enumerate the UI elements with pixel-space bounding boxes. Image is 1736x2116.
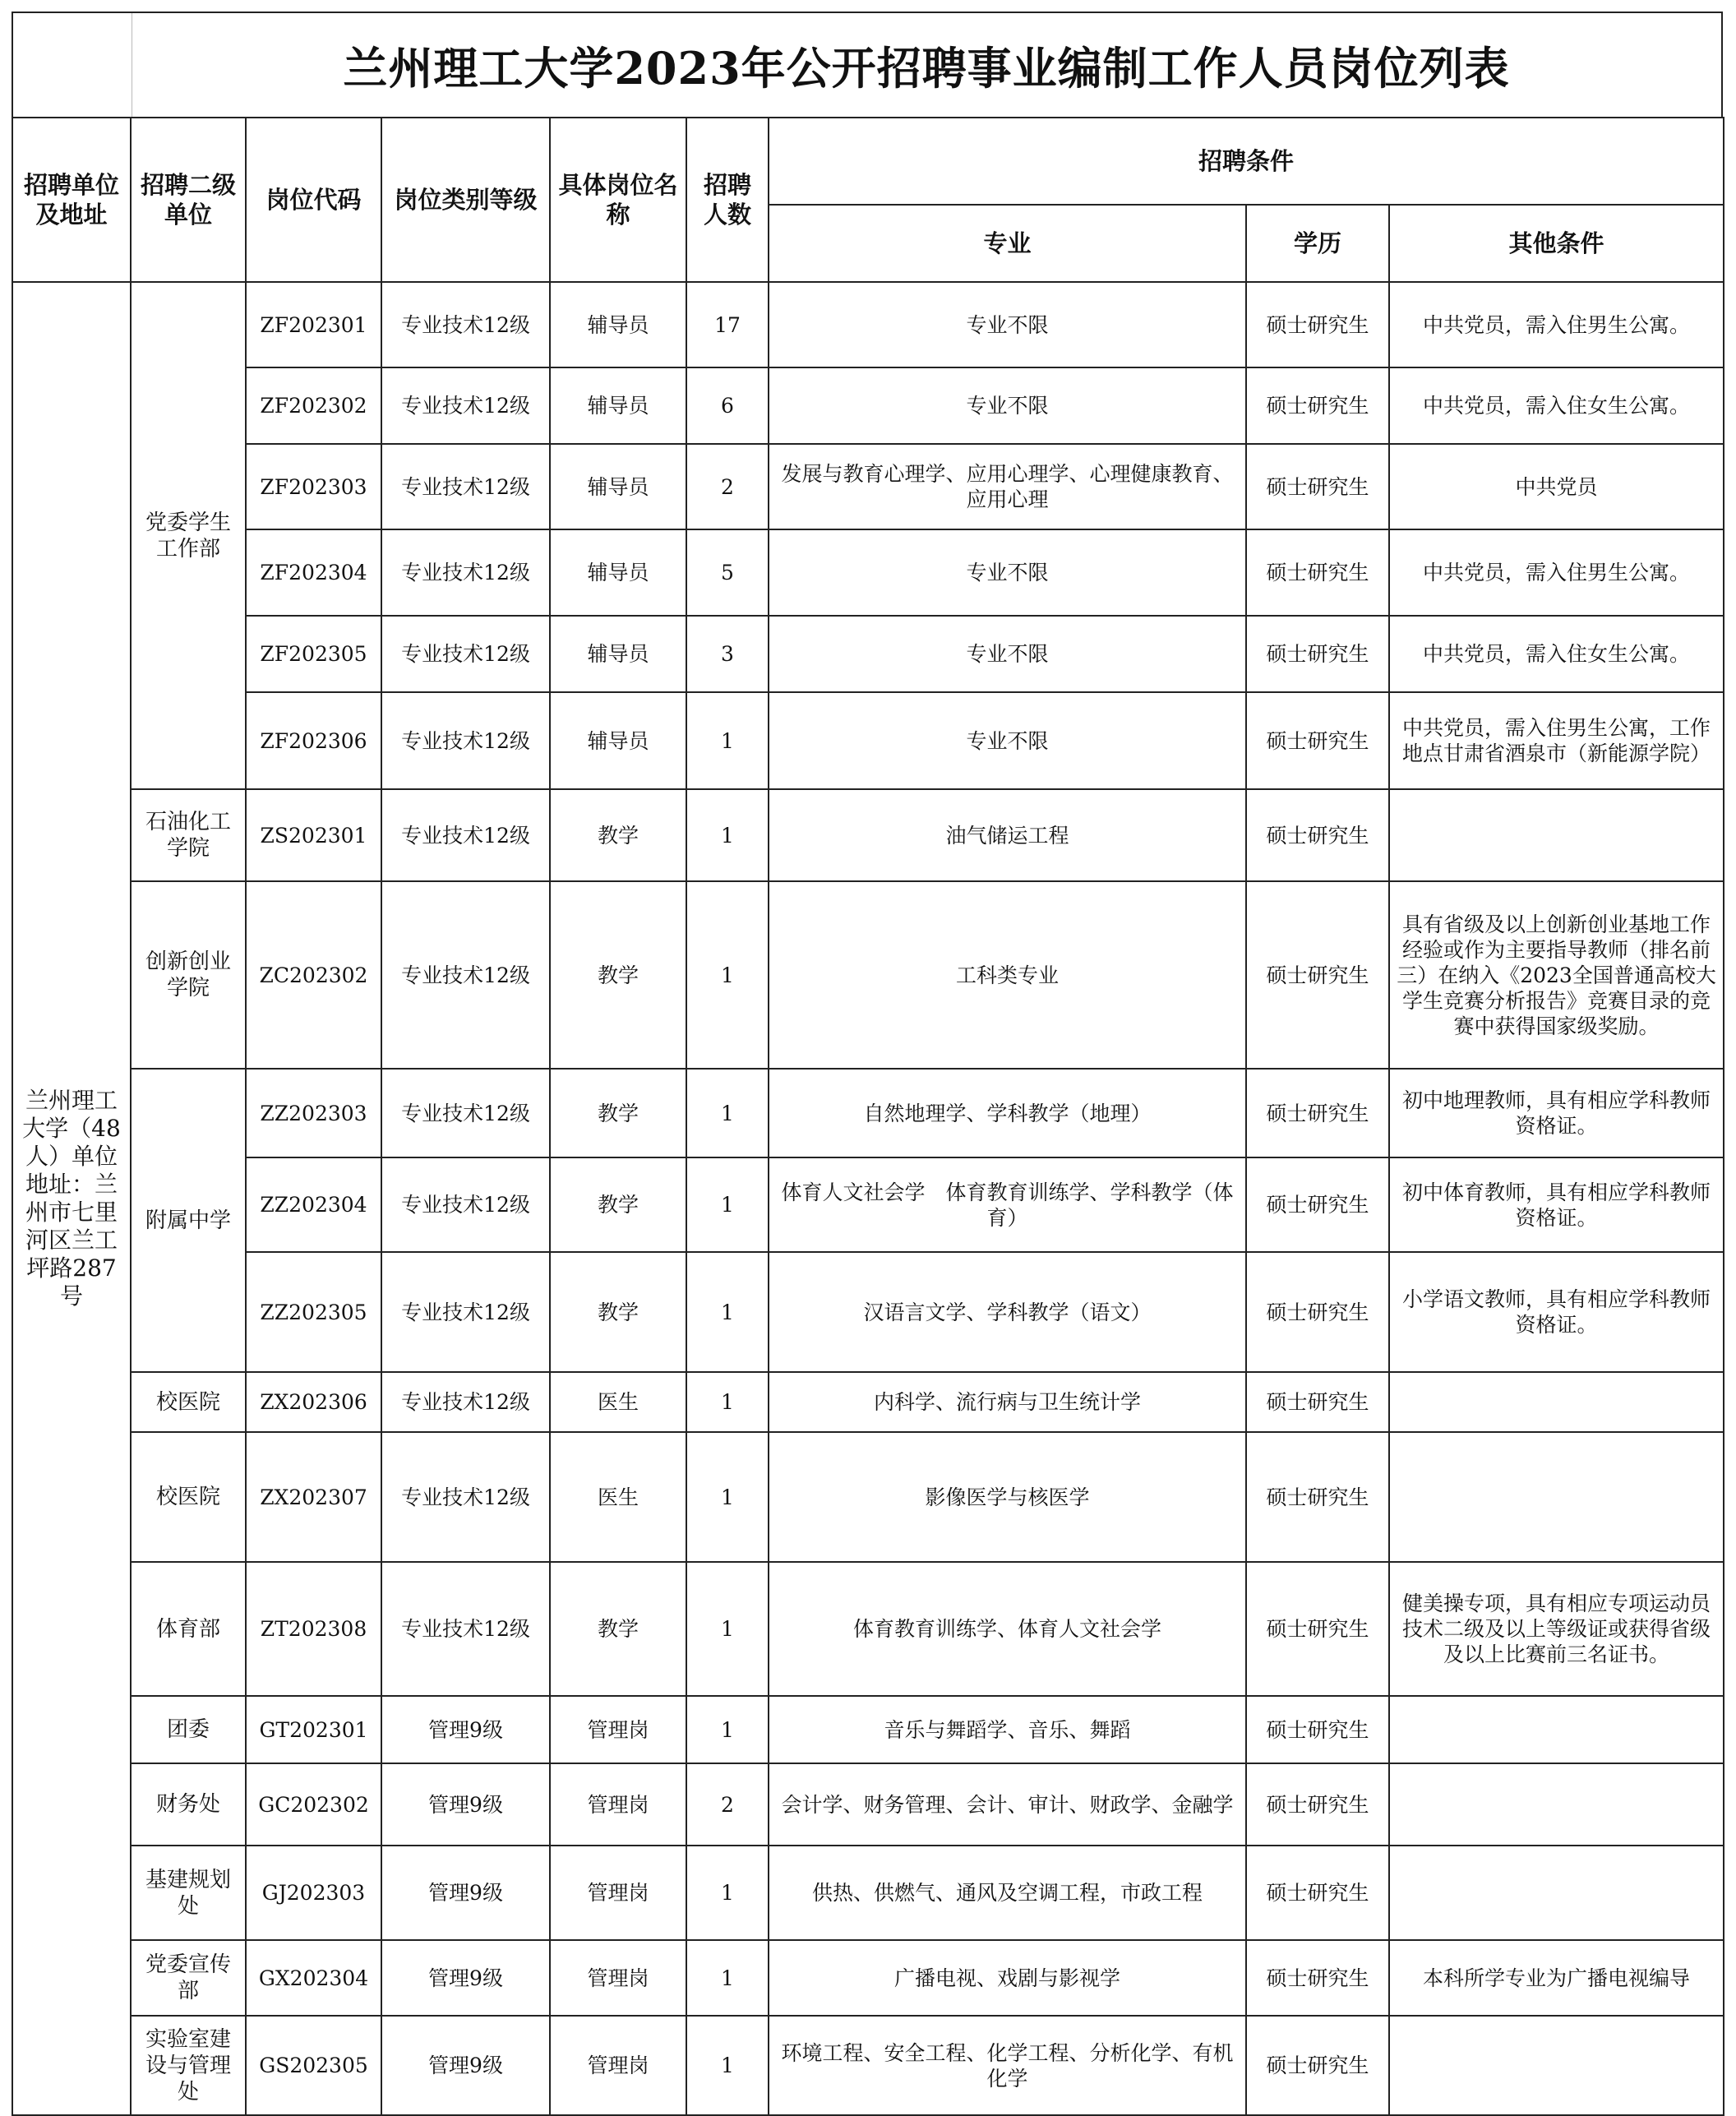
position-code-cell: ZZ202304 [246, 1157, 381, 1252]
header-unit: 招聘单位及地址 [12, 118, 131, 282]
position-code-cell: ZF202304 [246, 529, 381, 616]
education-cell: 硕士研究生 [1246, 1432, 1389, 1562]
category-cell: 专业技术12级 [381, 789, 550, 881]
subunit-cell: 校医院 [131, 1372, 246, 1432]
category-cell: 专业技术12级 [381, 1252, 550, 1372]
position-name-cell: 教学 [550, 1562, 686, 1696]
position-name-cell: 管理岗 [550, 1846, 686, 1940]
position-code-cell: ZS202301 [246, 789, 381, 881]
table-row [12, 529, 1724, 616]
table-row [12, 1069, 1724, 1157]
position-name-cell: 管理岗 [550, 1763, 686, 1846]
headcount-cell: 17 [686, 282, 769, 367]
position-code-cell: ZF202301 [246, 282, 381, 367]
headcount-cell: 3 [686, 616, 769, 692]
category-cell: 管理9级 [381, 2016, 550, 2115]
subunit-cell: 财务处 [131, 1763, 246, 1846]
category-cell: 专业技术12级 [381, 1432, 550, 1562]
major-cell: 专业不限 [769, 282, 1246, 367]
position-name-cell: 辅导员 [550, 444, 686, 529]
headcount-cell: 1 [686, 2016, 769, 2115]
header-other: 其他条件 [1389, 205, 1724, 282]
position-code-cell: ZF202305 [246, 616, 381, 692]
position-code-cell: GJ202303 [246, 1846, 381, 1940]
subunit-cell: 创新创业学院 [131, 881, 246, 1069]
position-code-cell: ZC202302 [246, 881, 381, 1069]
table-row [12, 692, 1724, 789]
position-name-cell: 教学 [550, 1252, 686, 1372]
position-name-cell: 教学 [550, 881, 686, 1069]
header-category: 岗位类别等级 [381, 118, 550, 282]
other-conditions-cell: 中共党员，需入住男生公寓。 [1389, 529, 1724, 616]
major-cell: 体育教育训练学、体育人文社会学 [769, 1562, 1246, 1696]
major-cell: 体育人文社会学 体育教育训练学、学科教学（体育） [769, 1157, 1246, 1252]
document-page [12, 12, 1723, 2116]
category-cell: 专业技术12级 [381, 1562, 550, 1696]
position-code-cell: ZX202306 [246, 1372, 381, 1432]
major-cell: 环境工程、安全工程、化学工程、分析化学、有机化学 [769, 2016, 1246, 2115]
major-cell: 专业不限 [769, 692, 1246, 789]
position-code-cell: GX202304 [246, 1940, 381, 2016]
position-name-cell: 管理岗 [550, 2016, 686, 2115]
table-body [12, 282, 1724, 2115]
position-name-cell: 辅导员 [550, 692, 686, 789]
table-row [12, 2016, 1724, 2115]
header-major: 专业 [769, 205, 1246, 282]
subunit-cell: 党委宣传部 [131, 1940, 246, 2016]
category-cell: 专业技术12级 [381, 282, 550, 367]
other-conditions-cell: 初中体育教师，具有相应学科教师资格证。 [1389, 1157, 1724, 1252]
position-name-cell: 教学 [550, 1157, 686, 1252]
table-row [12, 1940, 1724, 2016]
major-cell: 油气储运工程 [769, 789, 1246, 881]
major-cell: 广播电视、戏剧与影视学 [769, 1940, 1246, 2016]
other-conditions-cell: 中共党员，需入住男生公寓。 [1389, 282, 1724, 367]
position-code-cell: ZF202302 [246, 367, 381, 444]
headcount-cell: 1 [686, 1846, 769, 1940]
position-name-cell: 辅导员 [550, 529, 686, 616]
other-conditions-cell: 中共党员，需入住男生公寓，工作地点甘肃省酒泉市（新能源学院） [1389, 692, 1724, 789]
major-cell: 内科学、流行病与卫生统计学 [769, 1372, 1246, 1432]
position-name-cell: 辅导员 [550, 616, 686, 692]
position-name-cell: 辅导员 [550, 367, 686, 444]
position-code-cell: ZZ202303 [246, 1069, 381, 1157]
education-cell: 硕士研究生 [1246, 1372, 1389, 1432]
headcount-cell: 1 [686, 1069, 769, 1157]
education-cell: 硕士研究生 [1246, 1252, 1389, 1372]
category-cell: 专业技术12级 [381, 616, 550, 692]
header-count: 招聘人数 [686, 118, 769, 282]
other-conditions-cell: 中共党员，需入住女生公寓。 [1389, 616, 1724, 692]
table-row [12, 367, 1724, 444]
headcount-cell: 1 [686, 1157, 769, 1252]
category-cell: 管理9级 [381, 1940, 550, 2016]
table-row [12, 1157, 1724, 1252]
subunit-cell: 校医院 [131, 1432, 246, 1562]
headcount-cell: 5 [686, 529, 769, 616]
education-cell: 硕士研究生 [1246, 1562, 1389, 1696]
other-conditions-cell: 具有省级及以上创新创业基地工作经验或作为主要指导教师（排名前三）在纳入《2023全国普通高校大学生竞赛分析报告》竞赛目录的竞赛中获得国家级奖励。 [1389, 881, 1724, 1069]
subunit-cell: 石油化工学院 [131, 789, 246, 881]
position-name-cell: 管理岗 [550, 1696, 686, 1763]
other-conditions-cell [1389, 1696, 1724, 1763]
position-name-cell: 管理岗 [550, 1940, 686, 2016]
education-cell: 硕士研究生 [1246, 692, 1389, 789]
category-cell: 专业技术12级 [381, 444, 550, 529]
table-row [12, 1763, 1724, 1846]
table-row [12, 881, 1724, 1069]
headcount-cell: 6 [686, 367, 769, 444]
position-name-cell: 医生 [550, 1432, 686, 1562]
job-table [12, 117, 1724, 2116]
subunit-cell: 基建规划处 [131, 1846, 246, 1940]
major-cell: 会计学、财务管理、会计、审计、财政学、金融学 [769, 1763, 1246, 1846]
education-cell: 硕士研究生 [1246, 282, 1389, 367]
other-conditions-cell [1389, 1372, 1724, 1432]
education-cell: 硕士研究生 [1246, 1069, 1389, 1157]
headcount-cell: 1 [686, 1432, 769, 1562]
headcount-cell: 1 [686, 1696, 769, 1763]
header-position: 具体岗位名称 [550, 118, 686, 282]
education-cell: 硕士研究生 [1246, 1763, 1389, 1846]
major-cell: 工科类专业 [769, 881, 1246, 1069]
major-cell: 供热、供燃气、通风及空调工程，市政工程 [769, 1846, 1246, 1940]
table-row [12, 1432, 1724, 1562]
category-cell: 专业技术12级 [381, 692, 550, 789]
other-conditions-cell: 初中地理教师，具有相应学科教师资格证。 [1389, 1069, 1724, 1157]
position-name-cell: 教学 [550, 789, 686, 881]
header-subunit: 招聘二级单位 [131, 118, 246, 282]
unit-cell: 兰州理工大学（48人）单位地址：兰州市七里河区兰工坪路287号 [12, 282, 131, 2115]
category-cell: 专业技术12级 [381, 1157, 550, 1252]
position-name-cell: 辅导员 [550, 282, 686, 367]
major-cell: 自然地理学、学科教学（地理） [769, 1069, 1246, 1157]
table-row [12, 1696, 1724, 1763]
table-row [12, 1372, 1724, 1432]
category-cell: 专业技术12级 [381, 367, 550, 444]
other-conditions-cell [1389, 789, 1724, 881]
education-cell: 硕士研究生 [1246, 789, 1389, 881]
headcount-cell: 1 [686, 1940, 769, 2016]
headcount-cell: 1 [686, 1562, 769, 1696]
page-title: 兰州理工大学2023年公开招聘事业编制工作人员岗位列表 [343, 41, 1510, 95]
position-code-cell: ZT202308 [246, 1562, 381, 1696]
position-code-cell: ZF202303 [246, 444, 381, 529]
other-conditions-cell: 中共党员 [1389, 444, 1724, 529]
education-cell: 硕士研究生 [1246, 444, 1389, 529]
headcount-cell: 2 [686, 1763, 769, 1846]
category-cell: 专业技术12级 [381, 1372, 550, 1432]
education-cell: 硕士研究生 [1246, 367, 1389, 444]
other-conditions-cell [1389, 1432, 1724, 1562]
major-cell: 影像医学与核医学 [769, 1432, 1246, 1562]
headcount-cell: 1 [686, 881, 769, 1069]
category-cell: 管理9级 [381, 1763, 550, 1846]
major-cell: 专业不限 [769, 529, 1246, 616]
education-cell: 硕士研究生 [1246, 529, 1389, 616]
education-cell: 硕士研究生 [1246, 1696, 1389, 1763]
headcount-cell: 1 [686, 1372, 769, 1432]
other-conditions-cell [1389, 1763, 1724, 1846]
position-name-cell: 教学 [550, 1069, 686, 1157]
major-cell: 专业不限 [769, 367, 1246, 444]
headcount-cell: 2 [686, 444, 769, 529]
major-cell: 专业不限 [769, 616, 1246, 692]
table-row [12, 444, 1724, 529]
position-name-cell: 医生 [550, 1372, 686, 1432]
headcount-cell: 1 [686, 789, 769, 881]
major-cell: 音乐与舞蹈学、音乐、舞蹈 [769, 1696, 1246, 1763]
category-cell: 专业技术12级 [381, 881, 550, 1069]
position-code-cell: GS202305 [246, 2016, 381, 2115]
education-cell: 硕士研究生 [1246, 881, 1389, 1069]
other-conditions-cell: 小学语文教师，具有相应学科教师资格证。 [1389, 1252, 1724, 1372]
other-conditions-cell: 中共党员，需入住女生公寓。 [1389, 367, 1724, 444]
table-row [12, 616, 1724, 692]
header-education: 学历 [1246, 205, 1389, 282]
title-row [12, 12, 1723, 117]
other-conditions-cell [1389, 1846, 1724, 1940]
category-cell: 专业技术12级 [381, 529, 550, 616]
position-code-cell: ZX202307 [246, 1432, 381, 1562]
subunit-cell: 实验室建设与管理处 [131, 2016, 246, 2115]
education-cell: 硕士研究生 [1246, 1940, 1389, 2016]
headcount-cell: 1 [686, 1252, 769, 1372]
header-conditions: 招聘条件 [769, 118, 1724, 205]
other-conditions-cell [1389, 2016, 1724, 2115]
other-conditions-cell: 本科所学专业为广播电视编导 [1389, 1940, 1724, 2016]
table-row [12, 1562, 1724, 1696]
category-cell: 专业技术12级 [381, 1069, 550, 1157]
category-cell: 管理9级 [381, 1696, 550, 1763]
table-row [12, 1846, 1724, 1940]
table-row [12, 282, 1724, 367]
subunit-cell: 党委学生工作部 [131, 282, 246, 789]
table-row [12, 1252, 1724, 1372]
category-cell: 管理9级 [381, 1846, 550, 1940]
position-code-cell: GC202302 [246, 1763, 381, 1846]
header-code: 岗位代码 [246, 118, 381, 282]
major-cell: 汉语言文学、学科教学（语文） [769, 1252, 1246, 1372]
subunit-cell: 团委 [131, 1696, 246, 1763]
education-cell: 硕士研究生 [1246, 616, 1389, 692]
education-cell: 硕士研究生 [1246, 1846, 1389, 1940]
other-conditions-cell: 健美操专项，具有相应专项运动员技术二级及以上等级证或获得省级及以上比赛前三名证书。 [1389, 1562, 1724, 1696]
education-cell: 硕士研究生 [1246, 1157, 1389, 1252]
position-code-cell: ZZ202305 [246, 1252, 381, 1372]
education-cell: 硕士研究生 [1246, 2016, 1389, 2115]
subunit-cell: 体育部 [131, 1562, 246, 1696]
table-row [12, 789, 1724, 881]
headcount-cell: 1 [686, 692, 769, 789]
major-cell: 发展与教育心理学、应用心理学、心理健康教育、应用心理 [769, 444, 1246, 529]
position-code-cell: GT202301 [246, 1696, 381, 1763]
subunit-cell: 附属中学 [131, 1069, 246, 1372]
position-code-cell: ZF202306 [246, 692, 381, 789]
